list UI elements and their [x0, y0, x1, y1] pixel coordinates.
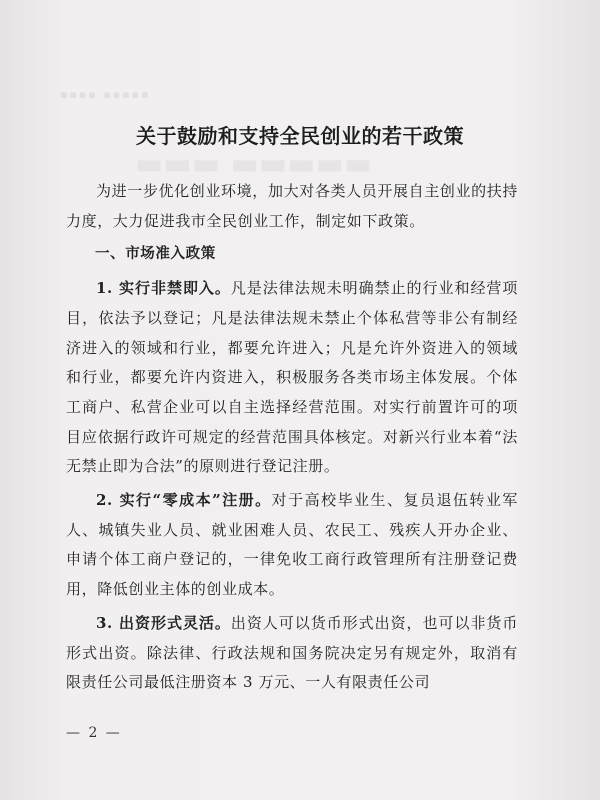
section-heading: 一、市场准入政策: [95, 246, 216, 263]
intro-paragraph: 为进一步优化创业环境，加大对各类人员开展自主创业的扶持力度，大力促进我市全民创业工作，制定如下政策。: [66, 182, 518, 230]
policy-item-1: [66, 274, 518, 482]
policy-item-3: [66, 609, 518, 698]
bleed-through-heading: ▬▬▬ ▬▬▬▬▬: [135, 150, 373, 185]
policy-item-2-lead: 2. 实行“零成本”注册。: [96, 491, 272, 510]
policy-item-3-body: 出资人可以货币形式出资，也可以非货币形式出资。除法律、行政法规和国务院决定另有规定外，取消有限责任公司最低注册资本 3 万元、一人有限责任公司: [66, 613, 518, 692]
page-number: — 2 —: [66, 725, 122, 741]
policy-item-2: [66, 486, 518, 605]
policy-item-2-body: 对于高校毕业生、复员退伍转业军人、城镇失业人员、就业困难人员、农民工、残疾人开办企业、申请个体工商户登记的，一律免收工商行政管理所有注册登记费用，降低创业主体的创业成本。: [66, 491, 518, 599]
document-title: 关于鼓励和支持全民创业的若干政策: [136, 124, 464, 148]
policy-item-1-body: 凡是法律法规未明确禁止的行业和经营项目，依法予以登记；凡是法律法规未禁止个体私营等非公有制经济进入的领域和行业，都要允许进入；凡是允许外资进入的领域和行业，都要允许内资进入，积极服务各类市场主体发展。个体工商户、私营企业可以自主选择经营范围。对实行前置许可的项目应依据行政许可规定的经营范围具体核定。对新兴行业本着“法无禁止即为合法”的原则进行登记注册。: [66, 279, 518, 476]
document-body: [66, 177, 518, 702]
policy-item-1-lead: 1. 实行非禁即入。: [96, 279, 231, 298]
bleed-through-text: ▪▪▪▪ ▪▪▪▪▪: [60, 88, 151, 101]
policy-item-3-lead: 3. 出资形式灵活。: [96, 613, 231, 632]
